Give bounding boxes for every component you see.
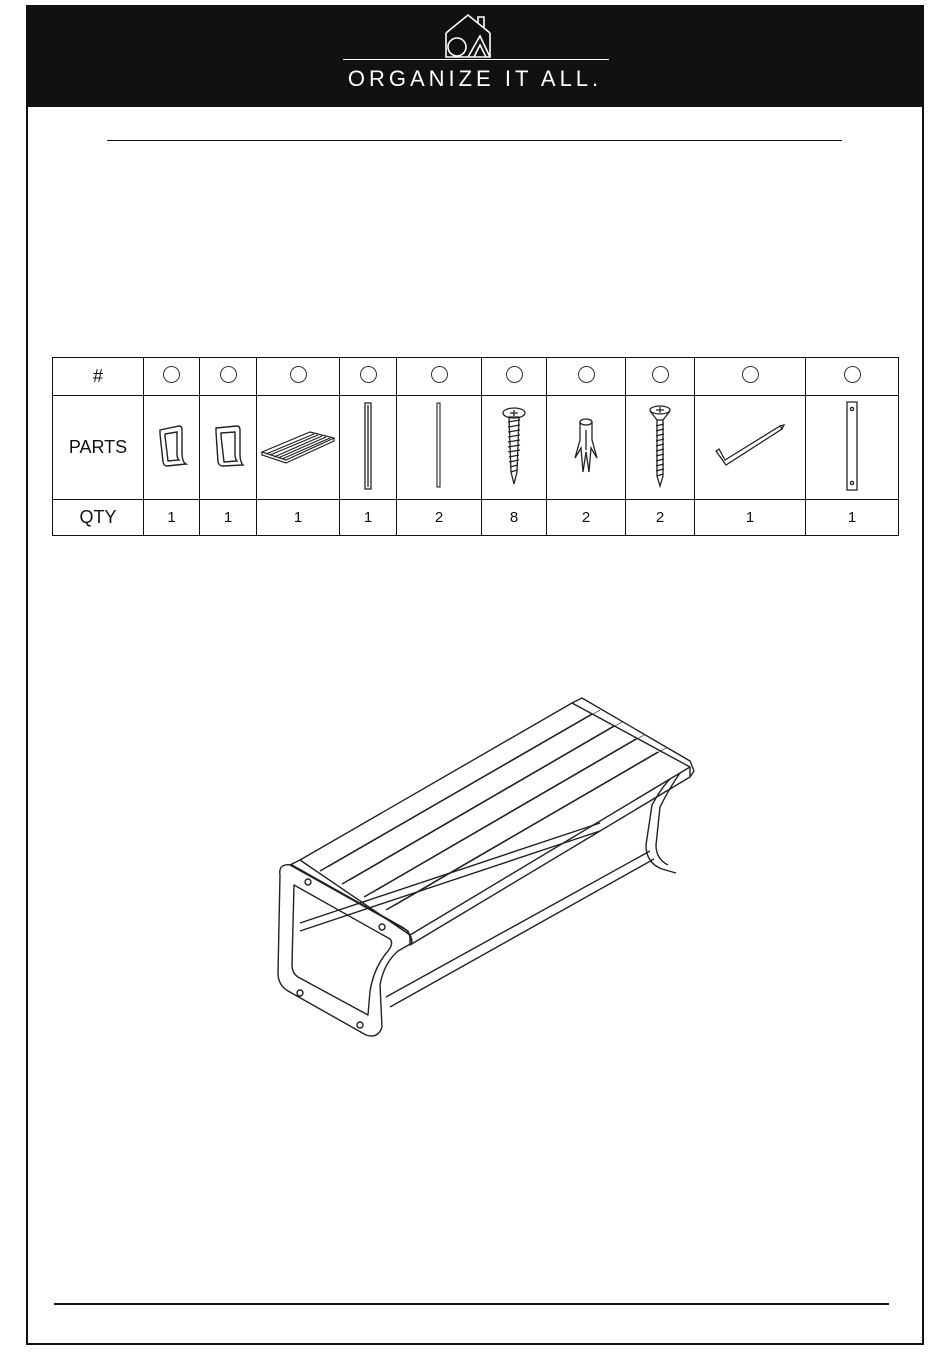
parts-row-label: PARTS [53, 396, 144, 500]
wood-screw-icon [500, 406, 528, 486]
qty-row [53, 500, 899, 536]
part-number-circle [652, 366, 669, 383]
allen-wrench-icon [710, 421, 790, 471]
flat-head-screw-icon [647, 404, 673, 488]
qty-cell: 1 [257, 500, 340, 536]
assembled-bench-icon [270, 695, 700, 1045]
qty-cell: 2 [397, 500, 482, 536]
part-number-circle [163, 366, 180, 383]
page-frame [26, 5, 924, 1345]
part-number-circle [844, 366, 861, 383]
wall-anchor-icon [571, 416, 601, 476]
thin-rod-icon [434, 401, 444, 491]
qty-cell: 1 [200, 500, 257, 536]
qty-row-label: QTY [53, 500, 144, 536]
left-end-frame-icon [155, 424, 189, 468]
part-number-circle [431, 366, 448, 383]
part-number-circle [506, 366, 523, 383]
part-number-circle [220, 366, 237, 383]
parts-table [52, 357, 899, 536]
parts-row [53, 396, 899, 500]
brand-name: ORGANIZE IT ALL. [347, 66, 603, 91]
qty-cell: 1 [806, 500, 899, 536]
qty-cell: 1 [144, 500, 200, 536]
mounting-bracket-icon [843, 400, 861, 492]
logo-rule [343, 59, 609, 60]
qty-cell: 2 [626, 500, 695, 536]
qty-cell: 8 [482, 500, 547, 536]
long-rail-icon [361, 401, 375, 491]
bottom-rule [54, 1303, 889, 1305]
right-end-frame-icon [211, 424, 245, 468]
house-logo-icon [440, 13, 496, 61]
qty-cell: 1 [695, 500, 806, 536]
part-number-circle [360, 366, 377, 383]
part-number-circle [290, 366, 307, 383]
part-number-circle [578, 366, 595, 383]
top-rule [107, 140, 842, 141]
slatted-seat-icon [260, 428, 336, 464]
qty-cell: 1 [340, 500, 397, 536]
number-row-label: # [53, 358, 144, 396]
number-row [53, 358, 899, 396]
qty-cell: 2 [547, 500, 626, 536]
part-number-circle [742, 366, 759, 383]
